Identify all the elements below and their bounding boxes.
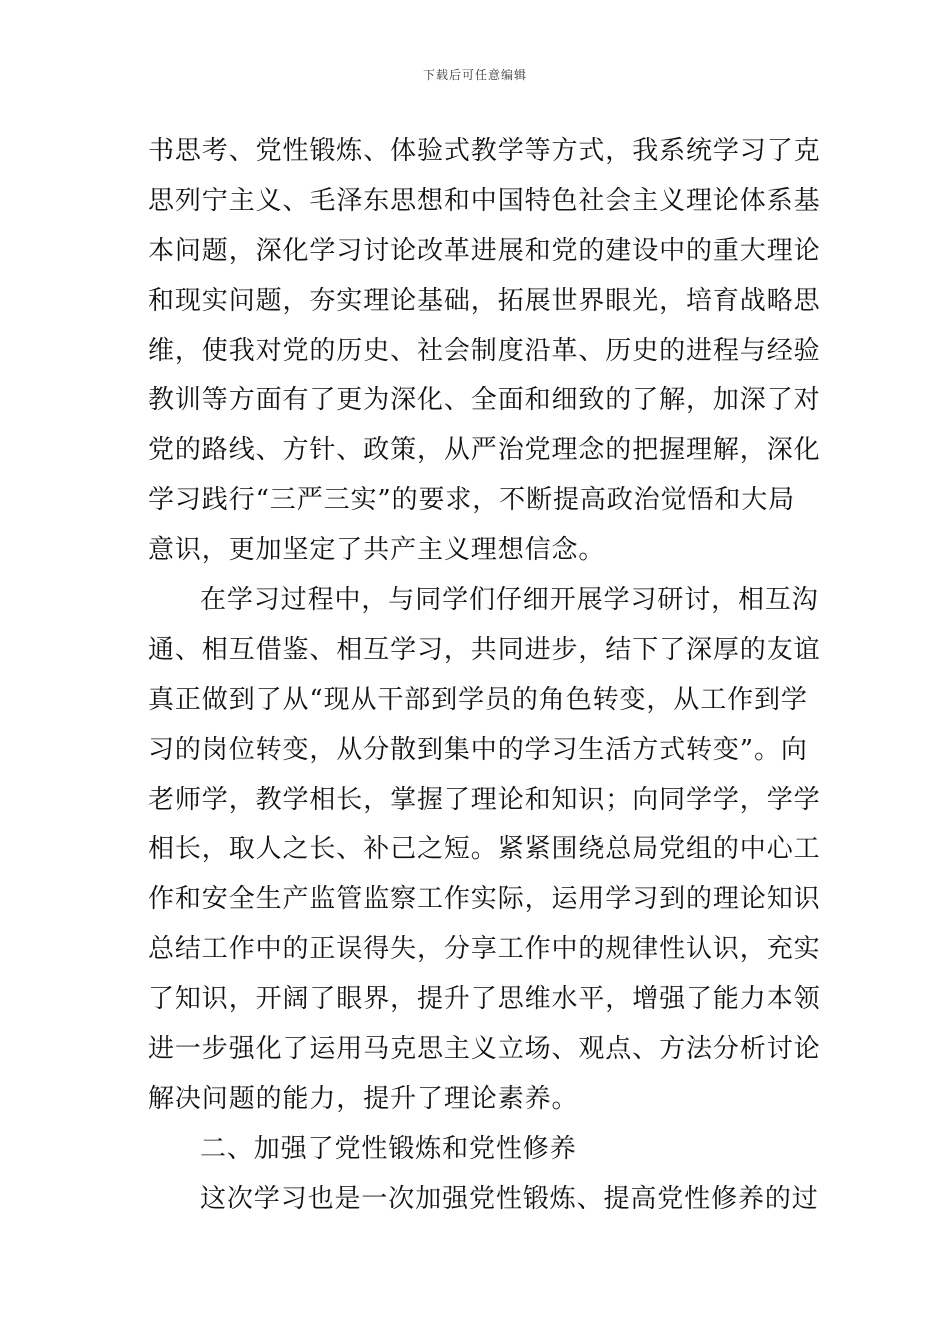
text-line: 党的路线、方针、政策，从严治党理念的把握理解，深化 — [148, 435, 821, 466]
document-body — [148, 127, 821, 1225]
text-line: 作和安全生产监管监察工作实际，运用学习到的理论知识 — [148, 884, 821, 915]
text-line: 总结工作中的正误得失，分享工作中的规律性认识，充实 — [148, 934, 821, 965]
section-heading: 二、加强了党性锻炼和党性修养 — [200, 1133, 577, 1164]
text-line: 思列宁主义、毛泽东思想和中国特色社会主义理论体系基 — [148, 185, 821, 216]
text-line: 解决问题的能力，提升了理论素养。 — [148, 1083, 579, 1114]
text-line: 书思考、党性锻炼、体验式教学等方式，我系统学习了克 — [148, 136, 821, 166]
text-line: 进一步强化了运用马克思主义立场、观点、方法分析讨论 — [148, 1034, 821, 1065]
text-line: 习的岗位转变，从分散到集中的学习生活方式转变”。向 — [148, 734, 808, 765]
text-line: 本问题，深化学习讨论改革进展和党的建设中的重大理论 — [148, 235, 821, 266]
text-line: 学习践行“三严三实”的要求，不断提高政治觉悟和大局 — [148, 485, 796, 516]
text-line: 相长，取人之长、补己之短。紧紧围绕总局党组的中心工 — [148, 834, 821, 865]
text-line: 真正做到了从“现从干部到学员的角色转变，从工作到学 — [148, 684, 808, 715]
paragraph-start-line: 在学习过程中，与同学们仔细开展学习研讨，相互沟 — [200, 585, 819, 616]
text-line: 老师学，教学相长，掌握了理论和知识；向同学学，学学 — [148, 784, 821, 815]
text-line: 和现实问题，夯实理论基础，拓展世界眼光，培育战略思 — [148, 285, 821, 316]
paragraph-start-line: 这次学习也是一次加强党性锻炼、提高党性修养的过 — [200, 1183, 819, 1214]
text-line: 维，使我对党的历史、社会制度沿革、历史的进程与经验 — [148, 335, 821, 366]
text-line: 意识，更加坚定了共产主义理想信念。 — [148, 535, 606, 566]
text-line: 通、相互借鉴、相互学习，共同进步，结下了深厚的友谊 — [148, 634, 821, 665]
text-line: 教训等方面有了更为深化、全面和细致的了解，加深了对 — [148, 385, 821, 416]
text-line: 了知识，开阔了眼界，提升了思维水平，增强了能力本领 — [148, 984, 821, 1015]
page-header: 下载后可任意编辑 — [422, 68, 527, 82]
